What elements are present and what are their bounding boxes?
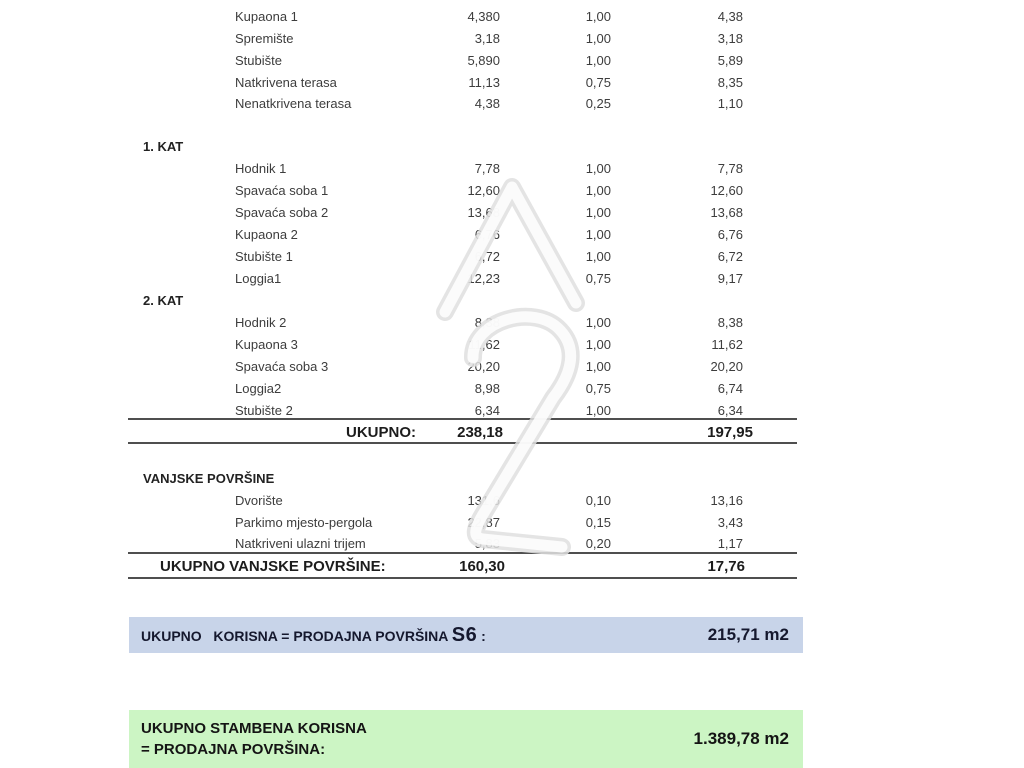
total-result-value: 17,76 <box>707 558 745 575</box>
coef-value: 0,20 <box>585 536 611 551</box>
coef-value: 1,00 <box>585 315 611 330</box>
usable-area-label <box>141 624 486 647</box>
room-label: Stubište 2 <box>235 403 293 418</box>
residential-area-value: 1.389,78 m2 <box>693 729 789 748</box>
room-label: Spavaća soba 1 <box>235 183 329 198</box>
coef-value: 0,25 <box>585 96 611 111</box>
table-row <box>0 334 1024 356</box>
area-value: 5,890 <box>467 53 500 68</box>
table-row <box>0 224 1024 246</box>
result-value: 6,72 <box>717 249 743 264</box>
room-label: Spavaća soba 3 <box>235 359 329 374</box>
section-header-2-kat: 2. KAT <box>143 293 184 308</box>
result-value: 6,74 <box>717 381 743 396</box>
result-value: 11,62 <box>711 337 743 352</box>
result-value: 8,38 <box>717 315 743 330</box>
result-value: 5,89 <box>717 53 743 68</box>
table-row <box>0 268 1024 290</box>
section-header-vanjske-povrsine: VANJSKE POVRŠINE <box>143 471 275 486</box>
result-value: 3,43 <box>717 515 743 530</box>
coef-value: 0,75 <box>585 75 611 90</box>
total-area-value: 160,30 <box>459 558 505 575</box>
total-label: UKUPNO VANJSKE POVRŠINE: <box>160 558 386 575</box>
divider-line <box>128 442 797 444</box>
residential-label-line2: = PRODAJNA POVRŠINA: <box>141 741 326 758</box>
coef-value: 1,00 <box>585 31 611 46</box>
result-value: 9,17 <box>717 271 743 286</box>
room-label: Loggia1 <box>235 271 282 286</box>
divider-line <box>128 552 797 554</box>
room-label: Loggia2 <box>235 381 282 396</box>
result-value: 4,38 <box>717 9 743 24</box>
table-row <box>0 93 1024 115</box>
usable-area-value: 215,71 m2 <box>707 625 789 644</box>
room-label: Dvorište <box>235 493 283 508</box>
total-label: UKUPNO: <box>346 424 416 441</box>
result-value: 1,10 <box>717 96 743 111</box>
residential-area-summary-bar <box>129 710 803 768</box>
area-value: 12,60 <box>467 183 500 198</box>
area-value: 13,68 <box>467 205 500 220</box>
coef-value: 1,00 <box>585 249 611 264</box>
table-row <box>0 312 1024 334</box>
coef-value: 1,00 <box>585 205 611 220</box>
coef-value: 0,10 <box>585 493 611 508</box>
divider-line <box>128 418 797 420</box>
room-label: Parkimo mjesto-pergola <box>235 515 373 530</box>
room-label: Natkriveni ulazni trijem <box>235 536 366 551</box>
table-row <box>0 490 1024 512</box>
area-value: 20,20 <box>467 359 500 374</box>
room-label: Hodnik 1 <box>235 161 287 176</box>
total-result-value: 197,95 <box>707 424 753 441</box>
area-value: 6,72 <box>474 249 500 264</box>
result-value: 6,76 <box>717 227 743 242</box>
area-value: 131,6 <box>467 493 500 508</box>
result-value: 8,35 <box>717 75 743 90</box>
table-row <box>0 28 1024 50</box>
room-label: Kupaona 3 <box>235 337 298 352</box>
coef-value: 1,00 <box>585 183 611 198</box>
area-value: 8,38 <box>474 315 500 330</box>
room-label: Nenatkrivena terasa <box>235 96 352 111</box>
area-value: 12,23 <box>467 271 500 286</box>
result-value: 6,34 <box>717 403 743 418</box>
table-row <box>0 356 1024 378</box>
coef-value: 1,00 <box>585 403 611 418</box>
residential-label-line1: UKUPNO STAMBENA KORISNA <box>141 720 367 737</box>
area-value: 22,87 <box>467 515 500 530</box>
coef-value: 1,00 <box>585 53 611 68</box>
coef-value: 0,75 <box>585 381 611 396</box>
room-label: Stubište 1 <box>235 249 293 264</box>
coef-value: 1,00 <box>585 227 611 242</box>
result-value: 3,18 <box>717 31 743 46</box>
room-label: Hodnik 2 <box>235 315 287 330</box>
room-label: Kupaona 1 <box>235 9 298 24</box>
result-value: 13,16 <box>710 493 743 508</box>
coef-value: 0,15 <box>585 515 611 530</box>
usable-area-label-text: UKUPNO KORISNA = PRODAJNA POVRŠINA <box>141 627 452 644</box>
result-value: 1,17 <box>717 536 743 551</box>
outdoor-total-row <box>0 555 1024 579</box>
coef-value: 1,00 <box>585 161 611 176</box>
divider-line <box>128 577 797 579</box>
section-header-1-kat: 1. KAT <box>143 139 184 154</box>
area-value: 7,78 <box>474 161 500 176</box>
area-value: 11,62 <box>468 337 500 352</box>
result-value: 7,78 <box>717 161 743 176</box>
area-value: 6,76 <box>474 227 500 242</box>
residential-area-label <box>141 718 367 760</box>
coef-value: 0,75 <box>585 271 611 286</box>
room-label: Spremište <box>235 31 294 46</box>
room-label: Kupaona 2 <box>235 227 298 242</box>
coef-value: 1,00 <box>585 9 611 24</box>
table-row <box>0 50 1024 72</box>
area-value: 8,98 <box>474 381 500 396</box>
result-value: 13,68 <box>710 205 743 220</box>
area-value: 6,34 <box>474 403 500 418</box>
area-value: 4,38 <box>474 96 500 111</box>
table-row <box>0 246 1024 268</box>
room-label: Spavaća soba 2 <box>235 205 329 220</box>
table-row <box>0 6 1024 28</box>
area-value: 5,83 <box>474 536 500 551</box>
result-value: 12,60 <box>710 183 743 198</box>
coef-value: 1,00 <box>585 337 611 352</box>
table-row <box>0 512 1024 534</box>
coef-value: 1,00 <box>585 359 611 374</box>
result-value: 20,20 <box>710 359 743 374</box>
table-row <box>0 202 1024 224</box>
table-row <box>0 72 1024 94</box>
area-value: 11,13 <box>468 75 500 90</box>
room-label: Stubište <box>235 53 282 68</box>
area-value: 4,380 <box>467 9 500 24</box>
usable-area-summary-bar <box>129 617 803 653</box>
table-row <box>0 378 1024 400</box>
area-value: 3,18 <box>474 31 500 46</box>
table-row <box>0 158 1024 180</box>
usable-area-colon: : <box>477 627 486 644</box>
total-area-value: 238,18 <box>457 424 503 441</box>
unit-code: S6 <box>451 623 478 646</box>
table-row <box>0 180 1024 202</box>
room-label: Natkrivena terasa <box>235 75 337 90</box>
